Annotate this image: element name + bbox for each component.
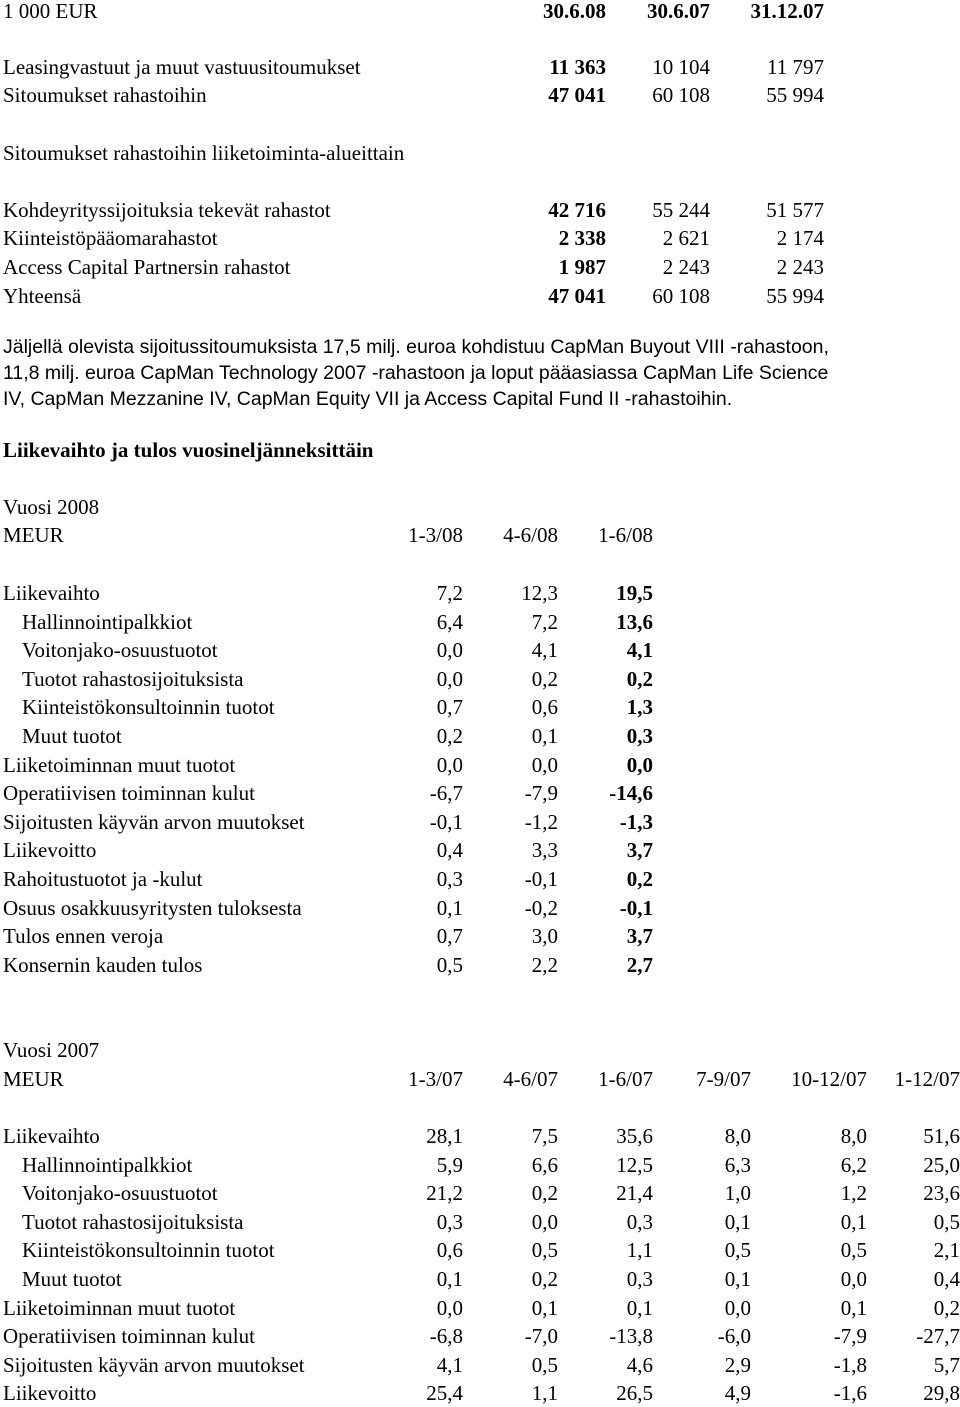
cell: 0,6	[531, 695, 558, 720]
cell: 0,3	[626, 724, 653, 748]
cell: 47 041	[548, 284, 606, 308]
row-label: Access Capital Partnersin rahastot	[3, 255, 291, 279]
cell: 0,0	[436, 752, 463, 777]
year-label: Vuosi 2007	[3, 1038, 100, 1062]
cell: 1,3	[626, 695, 653, 720]
cell: 55 244	[652, 198, 710, 222]
row-label: Yhteensä	[3, 284, 82, 308]
cell: 0,3	[626, 1209, 653, 1234]
cell: 47 041	[548, 83, 606, 107]
segment-title-text: Sitoumukset rahastoihin liiketoiminta-alueittain	[3, 141, 405, 165]
cell: 0,5	[724, 1238, 751, 1263]
row-label: Rahoitustuotot ja -kulut	[3, 867, 203, 891]
table-row	[0, 779, 960, 807]
cell: -1,2	[524, 809, 558, 834]
row-label: Tulos ennen veroja	[3, 924, 164, 949]
cell: 3,7	[626, 838, 653, 863]
cell: -6,8	[429, 1324, 463, 1349]
row-label: Voitonjako-osuustuotot	[22, 638, 218, 663]
cell: 28,1	[426, 1124, 463, 1148]
table-row	[0, 693, 960, 721]
table-row	[0, 1294, 960, 1322]
cell: 0,1	[436, 895, 463, 920]
cell: -1,6	[833, 1381, 867, 1406]
cell: 0,5	[933, 1209, 960, 1234]
cell: 0,0	[531, 752, 558, 777]
year-2007-header-row	[0, 1065, 960, 1093]
cell: 0,0	[840, 1267, 867, 1291]
cell: 2 338	[558, 226, 606, 250]
row-label: Osuus osakkuusyritysten tuloksesta	[3, 895, 302, 920]
table-row	[0, 1379, 960, 1407]
cell: 0,0	[724, 1295, 751, 1320]
cell: 0,1	[436, 1267, 463, 1291]
section-title-text: Liikevaihto ja tulos vuosineljänneksittäin	[3, 438, 374, 462]
row-label: Tuotot rahastosijoituksista	[22, 1209, 244, 1234]
row-label: Liikevaihto	[3, 581, 100, 605]
cell: 3,7	[626, 924, 653, 949]
cell: 0,2	[531, 1181, 558, 1206]
cell: 11 363	[549, 55, 606, 79]
table-row	[0, 1265, 960, 1293]
cell: 51 577	[766, 198, 824, 222]
cell: 0,5	[531, 1238, 558, 1263]
row-label: Leasingvastuut ja muut vastuusitoumukset	[3, 55, 361, 79]
row-label: Kiinteistökonsultoinnin tuotot	[22, 695, 275, 720]
cell: 2 243	[662, 255, 710, 279]
table-row	[0, 1322, 960, 1350]
cell: 21,4	[616, 1181, 653, 1206]
note-text: IV, CapMan Mezzanine IV, CapMan Equity VII ja Access Capital Fund II -rahastoihin.	[3, 388, 733, 410]
cell: 35,6	[616, 1124, 653, 1148]
cell: 6,3	[724, 1152, 751, 1177]
table-row	[0, 53, 960, 81]
cell: 3,0	[531, 924, 558, 949]
cell: 51,6	[923, 1124, 960, 1148]
table-row	[0, 1179, 960, 1207]
col-header: 31.12.07	[750, 0, 824, 23]
cell: -1,3	[619, 809, 653, 834]
table-row	[0, 196, 960, 224]
unit-label: MEUR	[3, 523, 64, 547]
cell: 1,1	[626, 1238, 653, 1263]
cell: 4,1	[436, 1352, 463, 1377]
row-label: Muut tuotot	[22, 1267, 122, 1291]
cell: 6,6	[531, 1152, 558, 1177]
row-label: Liikevaihto	[3, 1124, 100, 1148]
year-label: Vuosi 2008	[3, 495, 100, 519]
cell: -14,6	[609, 781, 653, 806]
cell: -7,9	[524, 781, 558, 806]
row-label: Hallinnointipalkkiot	[22, 609, 193, 634]
table-row	[0, 836, 960, 864]
row-label: Kohdeyrityssijoituksia tekevät rahastot	[3, 198, 331, 222]
row-label: Liiketoiminnan muut tuotot	[3, 752, 236, 777]
cell: 0,2	[436, 724, 463, 748]
table-row	[0, 922, 960, 950]
cell: 0,1	[531, 1295, 558, 1320]
col-header: 1-3/07	[408, 1067, 463, 1091]
table-row	[0, 665, 960, 693]
col-header: 4-6/08	[503, 523, 558, 547]
row-label: Sijoitusten käyvän arvon muutokset	[3, 809, 305, 834]
cell: 0,4	[933, 1267, 960, 1291]
cell: 0,5	[531, 1352, 558, 1377]
note-text: Jäljellä olevista sijoitussitoumuksista 17,5 milj. euroa kohdistuu CapMan Buyout VIII -rahastoon,	[3, 336, 829, 358]
cell: -0,1	[524, 867, 558, 891]
cell: 60 108	[652, 284, 710, 308]
cell: 1,0	[724, 1181, 751, 1206]
cell: 55 994	[766, 284, 824, 308]
cell: 0,2	[531, 666, 558, 691]
cell: 11 797	[767, 55, 824, 79]
cell: 8,0	[724, 1124, 751, 1148]
cell: 4,1	[531, 638, 558, 663]
cell: 0,1	[724, 1267, 751, 1291]
table-row	[0, 1122, 960, 1150]
cell: 8,0	[840, 1124, 867, 1148]
table-row	[0, 1151, 960, 1179]
table-row	[0, 1351, 960, 1379]
col-header: 1-12/07	[894, 1067, 960, 1091]
cell: 2,2	[531, 952, 558, 977]
row-label: Konsernin kauden tulos	[3, 952, 203, 977]
cell: 0,3	[436, 867, 463, 891]
row-label: Liiketoiminnan muut tuotot	[3, 1295, 236, 1320]
cell: 0,3	[626, 1267, 653, 1291]
table-row	[0, 751, 960, 779]
cell: 0,0	[436, 666, 463, 691]
cell: 60 108	[652, 83, 710, 107]
table-row	[0, 808, 960, 836]
cell: 0,1	[724, 1209, 751, 1234]
cell: 0,2	[933, 1295, 960, 1320]
row-label: Kiinteistökonsultoinnin tuotot	[22, 1238, 275, 1263]
cell: 0,0	[436, 1295, 463, 1320]
table-row	[0, 608, 960, 636]
row-label: Voitonjako-osuustuotot	[22, 1181, 218, 1206]
unit-label: 1 000 EUR	[3, 0, 98, 23]
row-label: Tuotot rahastosijoituksista	[22, 666, 244, 691]
row-label: Kiinteistöpääomarahastot	[3, 226, 218, 250]
cell: 23,6	[923, 1181, 960, 1206]
cell: -0,1	[619, 895, 653, 920]
cell: 0,2	[626, 666, 653, 691]
cell: -27,7	[916, 1324, 960, 1349]
cell: 2 174	[776, 226, 824, 250]
row-label: Sitoumukset rahastoihin	[3, 83, 207, 107]
cell: 5,7	[933, 1352, 960, 1377]
cell: 21,2	[426, 1181, 463, 1206]
row-label: Operatiivisen toiminnan kulut	[3, 781, 255, 806]
cell: 7,5	[531, 1124, 558, 1148]
table-row	[0, 722, 960, 750]
cell: 0,0	[626, 752, 653, 777]
col-header: 10-12/07	[791, 1067, 867, 1091]
table-row	[0, 865, 960, 893]
cell: 26,5	[616, 1381, 653, 1406]
note-text: 11,8 milj. euroa CapMan Technology 2007 -rahastoon ja loput pääasiassa CapMan Life Science	[3, 362, 829, 384]
table-row	[0, 81, 960, 109]
unit-label: MEUR	[3, 1067, 64, 1091]
table-row	[0, 894, 960, 922]
cell: 1 987	[558, 255, 606, 279]
row-label: Liikevoitto	[3, 1381, 97, 1406]
cell: -6,0	[717, 1324, 751, 1349]
cell: -1,8	[833, 1352, 867, 1377]
cell: 4,6	[626, 1352, 653, 1377]
cell: 2,7	[626, 952, 653, 977]
row-label: Operatiivisen toiminnan kulut	[3, 1324, 255, 1349]
cell: 4,1	[626, 638, 653, 663]
table-row	[0, 951, 960, 979]
cell: 2 243	[776, 255, 824, 279]
cell: 10 104	[652, 55, 710, 79]
cell: 0,4	[436, 838, 463, 863]
cell: 0,2	[531, 1267, 558, 1291]
cell: 6,4	[436, 609, 463, 634]
cell: 25,0	[923, 1152, 960, 1177]
row-label: Hallinnointipalkkiot	[22, 1152, 193, 1177]
table-row	[0, 253, 960, 281]
cell: 0,7	[436, 924, 463, 949]
col-header: 7-9/07	[696, 1067, 751, 1091]
cell: 4,9	[724, 1381, 751, 1406]
cell: -7,9	[833, 1324, 867, 1349]
cell: 0,0	[436, 638, 463, 663]
cell: 0,2	[626, 867, 653, 891]
col-header: 4-6/07	[503, 1067, 558, 1091]
year-2008-header-row	[0, 521, 960, 549]
cell: 5,9	[436, 1152, 463, 1177]
cell: 19,5	[616, 581, 653, 605]
cell: 7,2	[436, 581, 463, 605]
cell: 3,3	[531, 838, 558, 863]
cell: 0,1	[531, 724, 558, 748]
cell: 0,1	[626, 1295, 653, 1320]
cell: 0,0	[531, 1209, 558, 1234]
cell: 0,5	[436, 952, 463, 977]
cell: -6,7	[429, 781, 463, 806]
cell: 1,1	[531, 1381, 558, 1406]
cell: 2,1	[933, 1238, 960, 1263]
cell: 25,4	[426, 1381, 463, 1406]
cell: 7,2	[531, 609, 558, 634]
cell: -13,8	[609, 1324, 653, 1349]
row-label: Muut tuotot	[22, 724, 122, 748]
cell: -0,1	[429, 809, 463, 834]
cell: -0,2	[524, 895, 558, 920]
table-row	[0, 282, 960, 310]
cell: 2 621	[662, 226, 710, 250]
cell: 29,8	[923, 1381, 960, 1406]
cell: 0,6	[436, 1238, 463, 1263]
cell: 0,1	[840, 1295, 867, 1320]
cell: 0,7	[436, 695, 463, 720]
table-row	[0, 636, 960, 664]
cell: 6,2	[840, 1152, 867, 1177]
cell: 55 994	[766, 83, 824, 107]
col-header: 30.6.07	[647, 0, 710, 23]
col-header: 1-6/07	[598, 1067, 653, 1091]
col-header: 30.6.08	[543, 0, 606, 23]
col-header: 1-3/08	[408, 523, 463, 547]
cell: 13,6	[616, 609, 653, 634]
cell: 2,9	[724, 1352, 751, 1377]
cell: 12,5	[616, 1152, 653, 1177]
col-header: 1-6/08	[598, 523, 653, 547]
row-label: Liikevoitto	[3, 838, 97, 863]
cell: 12,3	[521, 581, 558, 605]
cell: 0,5	[840, 1238, 867, 1263]
cell: 1,2	[840, 1181, 867, 1206]
cell: 0,3	[436, 1209, 463, 1234]
row-label: Sijoitusten käyvän arvon muutokset	[3, 1352, 305, 1377]
table-row	[0, 1208, 960, 1236]
cell: -7,0	[524, 1324, 558, 1349]
commitments-header-row	[0, 0, 960, 25]
table-row	[0, 1236, 960, 1264]
cell: 42 716	[548, 198, 606, 222]
table-row	[0, 579, 960, 607]
table-row	[0, 224, 960, 252]
cell: 0,1	[840, 1209, 867, 1234]
